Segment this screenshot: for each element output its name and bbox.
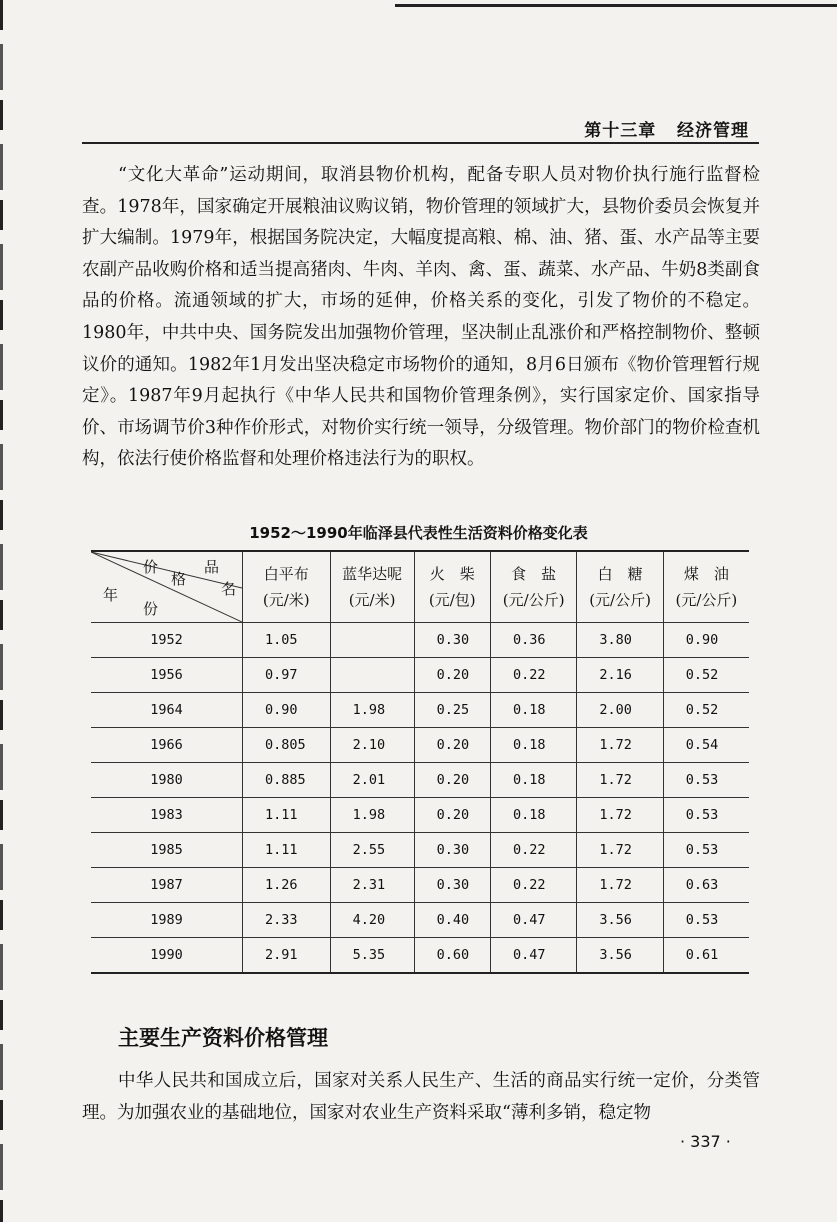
corner-label-ming: 名 [221,580,237,598]
price-cell: 1.26 [243,868,331,903]
scan-edge [0,0,3,1222]
table-row [91,798,749,833]
table-header-row [91,551,749,623]
table-row [91,728,749,763]
price-cell: 0.52 [663,658,749,693]
price-cell: 0.805 [243,728,331,763]
price-cell: 1.11 [243,798,331,833]
price-cell: 0.20 [414,658,490,693]
table-row [91,763,749,798]
price-cell: 0.36 [490,623,576,658]
price-cell [330,658,414,693]
year-cell: 1952 [91,623,243,658]
corner-header-cell [91,551,243,623]
year-cell: 1990 [91,938,243,974]
corner-label-ge: 格 [171,570,187,588]
chapter-title: 经济管理 [677,121,749,141]
section-title: 主要生产资料价格管理 [118,1026,328,1050]
table-title: 1952～1990年临泽县代表性生活资料价格变化表 [249,524,588,542]
column-header: 蓝华达呢 (元/米) [330,551,414,623]
table-row [91,833,749,868]
column-header: 煤 油 (元/公斤) [663,551,749,623]
price-cell: 0.30 [414,623,490,658]
price-cell: 0.61 [663,938,749,974]
year-cell: 1966 [91,728,243,763]
price-table [91,550,749,974]
price-cell: 0.25 [414,693,490,728]
price-cell: 3.56 [577,903,663,938]
price-cell: 1.98 [330,798,414,833]
year-cell: 1980 [91,763,243,798]
top-rule [395,4,837,7]
price-cell: 1.72 [577,798,663,833]
price-cell: 1.72 [577,763,663,798]
price-cell: 0.18 [490,693,576,728]
price-cell: 0.20 [414,763,490,798]
year-cell: 1985 [91,833,243,868]
price-cell: 0.30 [414,833,490,868]
price-cell: 2.33 [243,903,331,938]
price-cell: 3.80 [577,623,663,658]
column-header: 白平布 (元/米) [243,551,331,623]
price-cell: 0.885 [243,763,331,798]
header-rule [82,142,759,144]
price-cell: 0.90 [243,693,331,728]
price-cell: 0.47 [490,938,576,974]
price-cell: 2.10 [330,728,414,763]
corner-label-pin: 品 [204,558,220,576]
year-cell: 1964 [91,693,243,728]
price-cell: 0.18 [490,798,576,833]
running-header [584,116,749,141]
year-cell: 1989 [91,903,243,938]
price-cell: 0.53 [663,903,749,938]
price-cell: 0.22 [490,833,576,868]
table-row [91,693,749,728]
table-row [91,868,749,903]
price-cell: 0.54 [663,728,749,763]
table-body [91,623,749,974]
price-cell: 2.55 [330,833,414,868]
table-row [91,623,749,658]
price-cell: 0.22 [490,658,576,693]
price-cell: 2.91 [243,938,331,974]
price-cell: 0.52 [663,693,749,728]
price-cell: 0.18 [490,763,576,798]
price-cell: 3.56 [577,938,663,974]
page-number: · 337 · [680,1132,731,1151]
price-cell: 2.31 [330,868,414,903]
year-cell: 1987 [91,868,243,903]
body-paragraph-2: 中华人民共和国成立后，国家对关系人民生产、生活的商品实行统一定价，分类管理。为加强农业的基础地位，国家对农业生产资料采取“薄利多销，稳定物 [82,1071,760,1123]
price-cell: 0.18 [490,728,576,763]
corner-label-fen: 份 [143,600,159,618]
price-cell: 0.53 [663,833,749,868]
body-paragraph-1: “文化大革命”运动期间，取消县物价机构，配备专职人员对物价执行施行监督检查。1978年，国家确定开展粮油议购议销，物价管理的领域扩大，县物价委员会恢复并扩大编制。1979年，根据国务院决定，大幅度提高粮、棉、油、猪、蛋、水产品等主要农副产品收购价格和适当提高猪肉、牛肉、羊肉、禽、蛋、蔬菜、水产品、牛奶8类副食品的价格。流通领域的扩大，市场的延伸，价格关系的变化，引发了物价的不稳定。1980年，中共中央、国务院发出加强物价管理，坚决制止乱涨价和严格控制物价、整顿议价的通知。1982年1月发出坚决稳定市场物价的通知，8月6日颁布《物价管理暂行规定》。1987年9月起执行《中华人民共和国物价管理条例》，实行国家定价、国家指导价、市场调节价3种作价形式，对物价实行统一领导，分级管理。物价部门的物价检查机构，依法行使价格监督和处理价格违法行为的职权。 [82,165,760,470]
price-cell: 0.53 [663,763,749,798]
price-cell: 1.72 [577,833,663,868]
price-cell [330,623,414,658]
price-cell: 2.00 [577,693,663,728]
price-cell: 0.22 [490,868,576,903]
price-cell: 0.40 [414,903,490,938]
corner-label-jia: 价 [143,558,159,576]
price-cell: 0.47 [490,903,576,938]
price-cell: 2.16 [577,658,663,693]
price-cell: 0.20 [414,798,490,833]
year-cell: 1956 [91,658,243,693]
price-cell: 1.72 [577,728,663,763]
price-cell: 0.53 [663,798,749,833]
price-cell: 1.11 [243,833,331,868]
chapter-number: 第十三章 [584,121,657,141]
table-row [91,938,749,974]
price-cell: 2.01 [330,763,414,798]
price-cell: 0.60 [414,938,490,974]
corner-label-nian: 年 [103,586,119,604]
price-cell: 0.63 [663,868,749,903]
table-row [91,658,749,693]
year-cell: 1983 [91,798,243,833]
column-header: 白 糖 (元/公斤) [577,551,663,623]
table-row [91,903,749,938]
price-cell: 1.05 [243,623,331,658]
price-cell: 0.97 [243,658,331,693]
price-cell: 0.90 [663,623,749,658]
price-cell: 1.72 [577,868,663,903]
price-cell: 0.30 [414,868,490,903]
price-cell: 1.98 [330,693,414,728]
price-cell: 0.20 [414,728,490,763]
price-cell: 5.35 [330,938,414,974]
column-header: 食 盐 (元/公斤) [490,551,576,623]
column-header: 火 柴 (元/包) [414,551,490,623]
price-cell: 4.20 [330,903,414,938]
